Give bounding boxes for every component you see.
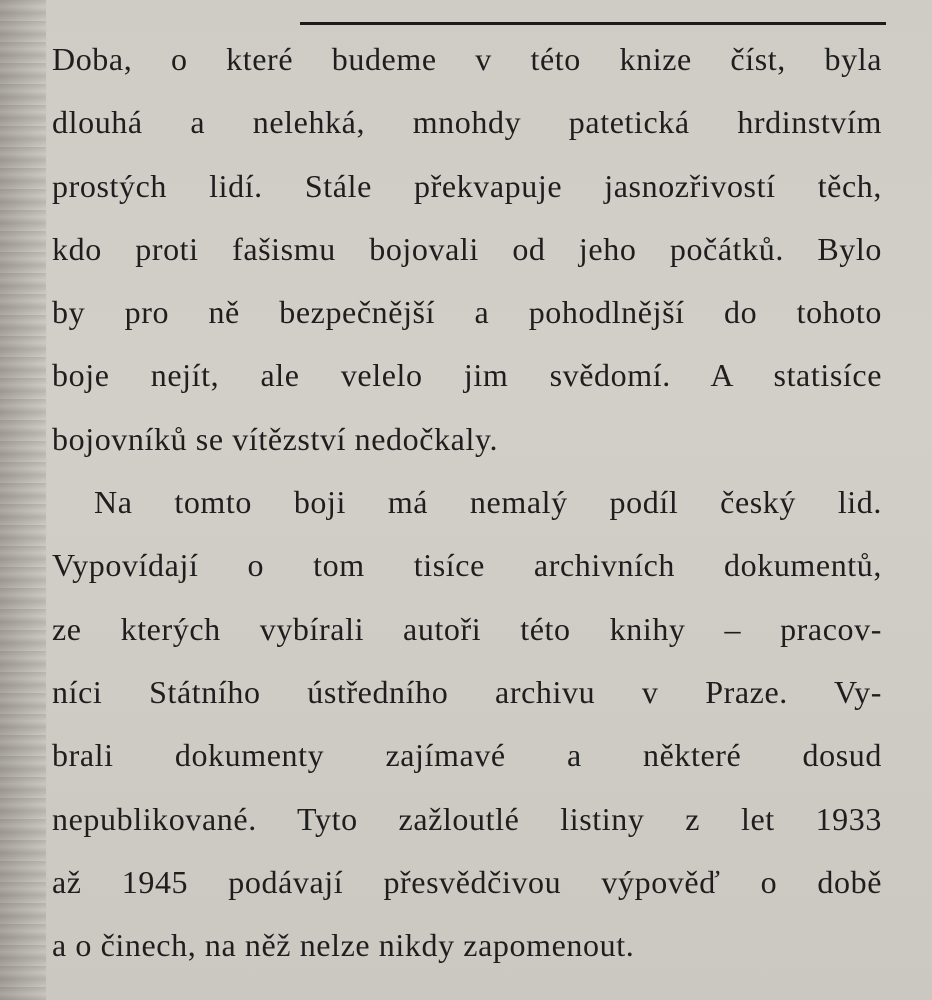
- text-line: níci Státního ústředního archivu v Praze. Vy-: [52, 673, 882, 710]
- text-line: bojovníků se vítězství nedočkaly.: [52, 420, 499, 457]
- text-line: boje nejít, ale velelo jim svědomí. A statisíce: [52, 357, 882, 394]
- text-line: brali dokumenty zajímavé a některé dosud: [52, 737, 882, 774]
- text-line: dlouhá a nelehká, mnohdy patetická hrdinstvím: [52, 104, 882, 141]
- text-line: nepublikované. Tyto zažloutlé listiny z let 1933: [52, 800, 882, 837]
- torn-page-edge: [0, 0, 46, 1000]
- text-line: by pro ně bezpečnější a pohodlnější do tohoto: [52, 294, 882, 331]
- text-line: Doba, o které budeme v této knize číst, byla: [52, 41, 882, 77]
- top-rule: [300, 22, 886, 25]
- body-text: [52, 28, 882, 977]
- text-line: ze kterých vybírali autoři této knihy – pracov-: [52, 610, 882, 647]
- text-line: kdo proti fašismu bojovali od jeho počátků. Bylo: [52, 230, 882, 267]
- text-line: Vypovídají o tom tisíce archivních dokumentů,: [52, 547, 882, 584]
- text-line: prostých lidí. Stále překvapuje jasnozřivostí těch,: [52, 167, 882, 204]
- text-line: Na tomto boji má nemalý podíl český lid.: [94, 484, 882, 521]
- text-line: a o činech, na něž nelze nikdy zapomenout.: [52, 927, 635, 964]
- paragraph-2: [52, 471, 882, 977]
- text-line: až 1945 podávají přesvědčivou výpověď o době: [52, 863, 882, 900]
- paragraph-1: [52, 28, 882, 471]
